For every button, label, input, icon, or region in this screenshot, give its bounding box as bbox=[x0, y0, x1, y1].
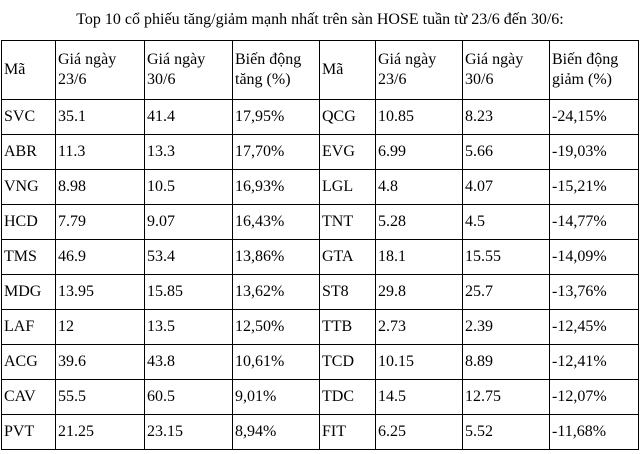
cell-change-up: 16,93% bbox=[233, 170, 320, 205]
cell-price-30-6-down: 25.7 bbox=[463, 275, 550, 310]
cell-price-23-6-up: 55.5 bbox=[56, 380, 145, 415]
header-change-up: Biến động tăng (%) bbox=[233, 41, 320, 100]
cell-price-23-6-up: 7.79 bbox=[56, 205, 145, 240]
cell-change-down: -24,15% bbox=[550, 100, 639, 135]
cell-price-23-6-down: 6.25 bbox=[376, 415, 463, 450]
cell-code-down: TNT bbox=[320, 205, 376, 240]
cell-code-up: VNG bbox=[2, 170, 56, 205]
cell-change-down: -14,77% bbox=[550, 205, 639, 240]
document-title: Top 10 cổ phiếu tăng/giảm mạnh nhất trên sàn HOSE tuần từ 23/6 đến 30/6: bbox=[76, 11, 564, 28]
cell-code-up: ACG bbox=[2, 345, 56, 380]
table-row bbox=[2, 170, 639, 205]
table-row bbox=[2, 240, 639, 275]
cell-price-30-6-down: 8.89 bbox=[463, 345, 550, 380]
table-header-row bbox=[2, 41, 639, 100]
cell-code-up: LAF bbox=[2, 310, 56, 345]
cell-price-30-6-down: 8.23 bbox=[463, 100, 550, 135]
cell-change-down: -14,09% bbox=[550, 240, 639, 275]
cell-price-23-6-up: 8.98 bbox=[56, 170, 145, 205]
cell-price-30-6-up: 23.15 bbox=[145, 415, 233, 450]
cell-change-up: 12,50% bbox=[233, 310, 320, 345]
cell-price-23-6-up: 12 bbox=[56, 310, 145, 345]
cell-price-30-6-down: 15.55 bbox=[463, 240, 550, 275]
cell-change-up: 8,94% bbox=[233, 415, 320, 450]
cell-price-23-6-down: 29.8 bbox=[376, 275, 463, 310]
cell-code-up: MDG bbox=[2, 275, 56, 310]
cell-code-down: ST8 bbox=[320, 275, 376, 310]
table-row bbox=[2, 205, 639, 240]
cell-change-up: 10,61% bbox=[233, 345, 320, 380]
table-row bbox=[2, 310, 639, 345]
cell-price-23-6-down: 10.15 bbox=[376, 345, 463, 380]
header-code-down: Mã bbox=[320, 41, 376, 100]
cell-price-30-6-up: 53.4 bbox=[145, 240, 233, 275]
cell-price-23-6-down: 18.1 bbox=[376, 240, 463, 275]
cell-code-up: TMS bbox=[2, 240, 56, 275]
table-row bbox=[2, 100, 639, 135]
cell-price-30-6-up: 60.5 bbox=[145, 380, 233, 415]
cell-change-up: 13,62% bbox=[233, 275, 320, 310]
table-row bbox=[2, 380, 639, 415]
header-code-up: Mã bbox=[2, 41, 56, 100]
table-row bbox=[2, 415, 639, 450]
cell-change-down: -12,41% bbox=[550, 345, 639, 380]
stock-table bbox=[1, 40, 639, 450]
cell-price-23-6-down: 5.28 bbox=[376, 205, 463, 240]
cell-code-up: PVT bbox=[2, 415, 56, 450]
cell-price-30-6-down: 2.39 bbox=[463, 310, 550, 345]
cell-price-30-6-down: 5.52 bbox=[463, 415, 550, 450]
cell-change-up: 17,70% bbox=[233, 135, 320, 170]
cell-price-30-6-up: 10.5 bbox=[145, 170, 233, 205]
cell-code-down: TCD bbox=[320, 345, 376, 380]
table-row bbox=[2, 345, 639, 380]
cell-price-23-6-down: 10.85 bbox=[376, 100, 463, 135]
table-row bbox=[2, 275, 639, 310]
cell-price-30-6-up: 41.4 bbox=[145, 100, 233, 135]
cell-code-down: LGL bbox=[320, 170, 376, 205]
cell-price-23-6-up: 46.9 bbox=[56, 240, 145, 275]
cell-code-down: EVG bbox=[320, 135, 376, 170]
cell-change-up: 17,95% bbox=[233, 100, 320, 135]
cell-price-30-6-down: 12.75 bbox=[463, 380, 550, 415]
cell-change-down: -12,45% bbox=[550, 310, 639, 345]
cell-price-30-6-down: 4.5 bbox=[463, 205, 550, 240]
cell-code-up: HCD bbox=[2, 205, 56, 240]
cell-code-down: FIT bbox=[320, 415, 376, 450]
cell-code-down: QCG bbox=[320, 100, 376, 135]
cell-price-30-6-up: 9.07 bbox=[145, 205, 233, 240]
cell-change-down: -15,21% bbox=[550, 170, 639, 205]
cell-price-23-6-down: 6.99 bbox=[376, 135, 463, 170]
cell-price-23-6-up: 13.95 bbox=[56, 275, 145, 310]
cell-price-23-6-up: 35.1 bbox=[56, 100, 145, 135]
cell-change-up: 13,86% bbox=[233, 240, 320, 275]
cell-price-23-6-down: 4.8 bbox=[376, 170, 463, 205]
cell-price-30-6-up: 13.3 bbox=[145, 135, 233, 170]
cell-price-23-6-up: 11.3 bbox=[56, 135, 145, 170]
cell-price-30-6-up: 15.85 bbox=[145, 275, 233, 310]
cell-price-23-6-down: 2.73 bbox=[376, 310, 463, 345]
cell-price-30-6-up: 43.8 bbox=[145, 345, 233, 380]
cell-change-up: 16,43% bbox=[233, 205, 320, 240]
header-price-23-6-down: Giá ngày 23/6 bbox=[376, 41, 463, 100]
cell-price-30-6-down: 5.66 bbox=[463, 135, 550, 170]
cell-code-up: SVC bbox=[2, 100, 56, 135]
header-change-down: Biến động giảm (%) bbox=[550, 41, 639, 100]
header-price-23-6-up: Giá ngày 23/6 bbox=[56, 41, 145, 100]
cell-code-down: TTB bbox=[320, 310, 376, 345]
header-price-30-6-down: Giá ngày 30/6 bbox=[463, 41, 550, 100]
cell-price-23-6-down: 14.5 bbox=[376, 380, 463, 415]
cell-price-30-6-up: 13.5 bbox=[145, 310, 233, 345]
cell-change-down: -12,07% bbox=[550, 380, 639, 415]
cell-code-up: ABR bbox=[2, 135, 56, 170]
header-price-30-6-up: Giá ngày 30/6 bbox=[145, 41, 233, 100]
cell-price-23-6-up: 21.25 bbox=[56, 415, 145, 450]
cell-code-down: TDC bbox=[320, 380, 376, 415]
table-row bbox=[2, 135, 639, 170]
cell-change-down: -11,68% bbox=[550, 415, 639, 450]
cell-code-down: GTA bbox=[320, 240, 376, 275]
cell-price-23-6-up: 39.6 bbox=[56, 345, 145, 380]
cell-code-up: CAV bbox=[2, 380, 56, 415]
cell-change-down: -13,76% bbox=[550, 275, 639, 310]
cell-price-30-6-down: 4.07 bbox=[463, 170, 550, 205]
cell-change-down: -19,03% bbox=[550, 135, 639, 170]
cell-change-up: 9,01% bbox=[233, 380, 320, 415]
